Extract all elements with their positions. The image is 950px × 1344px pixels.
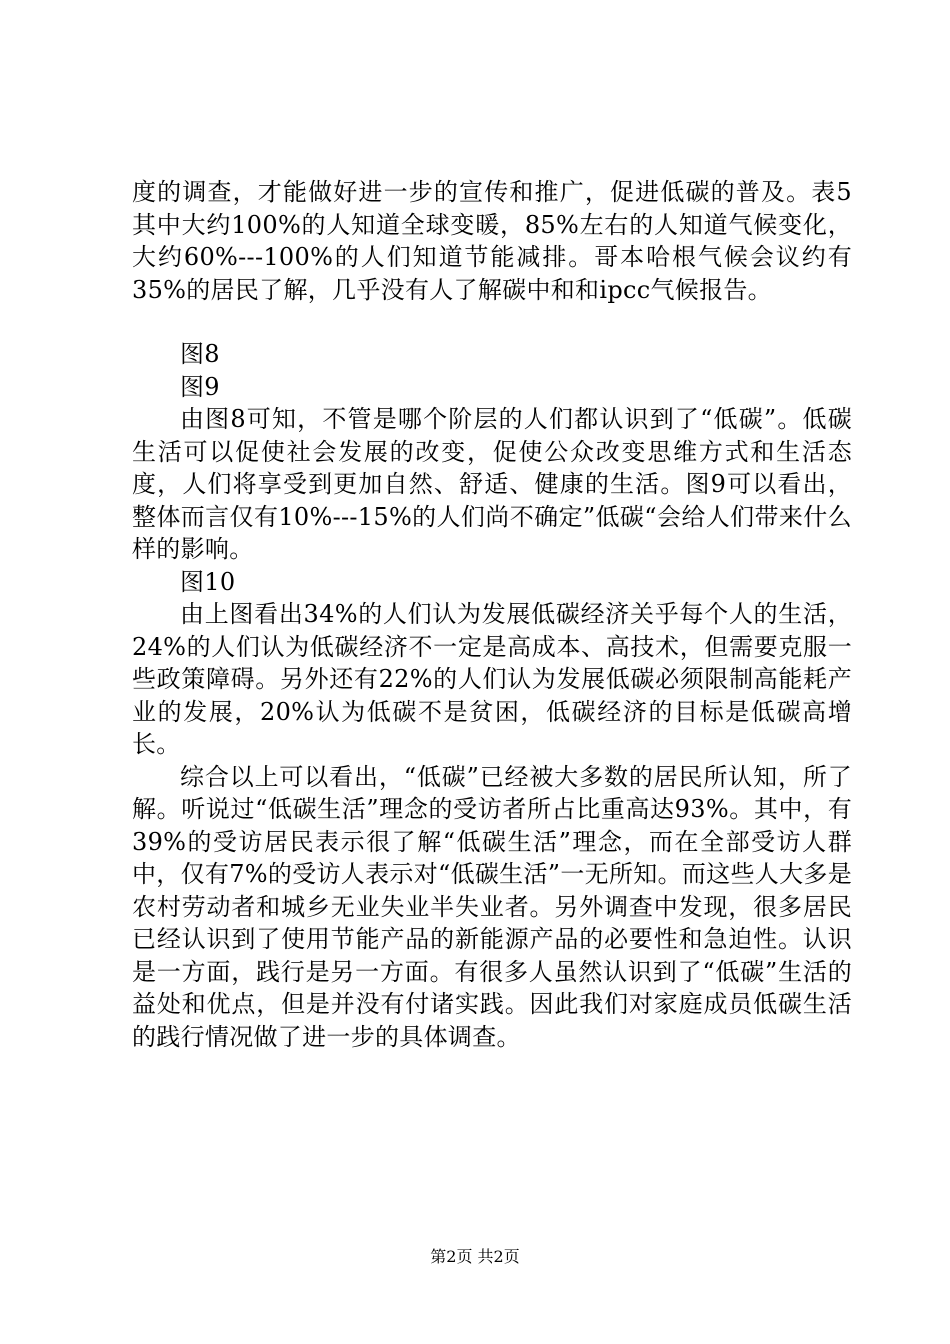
paragraph-summary: 综合以上可以看出，“低碳”已经被大多数的居民所认知，所了解。听说过“低碳生活”理念的受访者所占比重高达93%。其中，有39%的受访居民表示很了解“低碳生活”理念，而在全部受访人群中，仅有7%的受访人表示对“低碳生活”一无所知。而这些人大多是农村劳动者和城乡无业失业半失业者。另外调查中发现，很多居民已经认识到了使用节能产品的新能源产品的必要性和急迫性。认识是一方面，践行是另一方面。有很多人虽然认识到了“低碳”生活的益处和优点，但是并没有付诸实践。因此我们对家庭成员低碳生活的践行情况做了进一步的具体调查。 <box>132 762 852 1051</box>
figure-9-caption: 图9 <box>180 372 220 401</box>
paragraph-spacer <box>132 306 852 338</box>
figure-8-caption: 图8 <box>180 340 220 368</box>
paragraph-figure-8-analysis: 由图8可知，不管是哪个阶层的人们都认识到了“低碳”。低碳生活可以促使社会发展的改变，促使公众改变思维方式和生活态度，人们将享受到更加自然、舒适、健康的生活。图9可以看出，整体而言仅有10%---15%的人们尚不确定”低碳“会给人们带来什么样的影响。 <box>132 405 852 563</box>
page-number-footer: 第2页 共2页 <box>430 1247 520 1266</box>
figure-10-caption: 图10 <box>180 567 236 596</box>
paragraph-survey-awareness: 度的调查，才能做好进一步的宣传和推广，促进低碳的普及。表5其中大约100%的人知道全球变暖，85%左右的人知道气候变化，大约60%---100%的人们知道节能减排。哥本哈根气候会议约有35%的居民了解，几乎没有人了解碳中和和ipcc气候报告。 <box>132 178 852 304</box>
paragraph-figure-10-analysis: 由上图看出34%的人们认为发展低碳经济关乎每个人的生活，24%的人们认为低碳经济不一定是高成本、高技术，但需要克服一些政策障碍。另外还有22%的人们认为发展低碳必须限制高能耗产业的发展，20%认为低碳不是贫困，低碳经济的目标是低碳高增长。 <box>132 600 852 758</box>
document-body <box>132 176 852 1053</box>
